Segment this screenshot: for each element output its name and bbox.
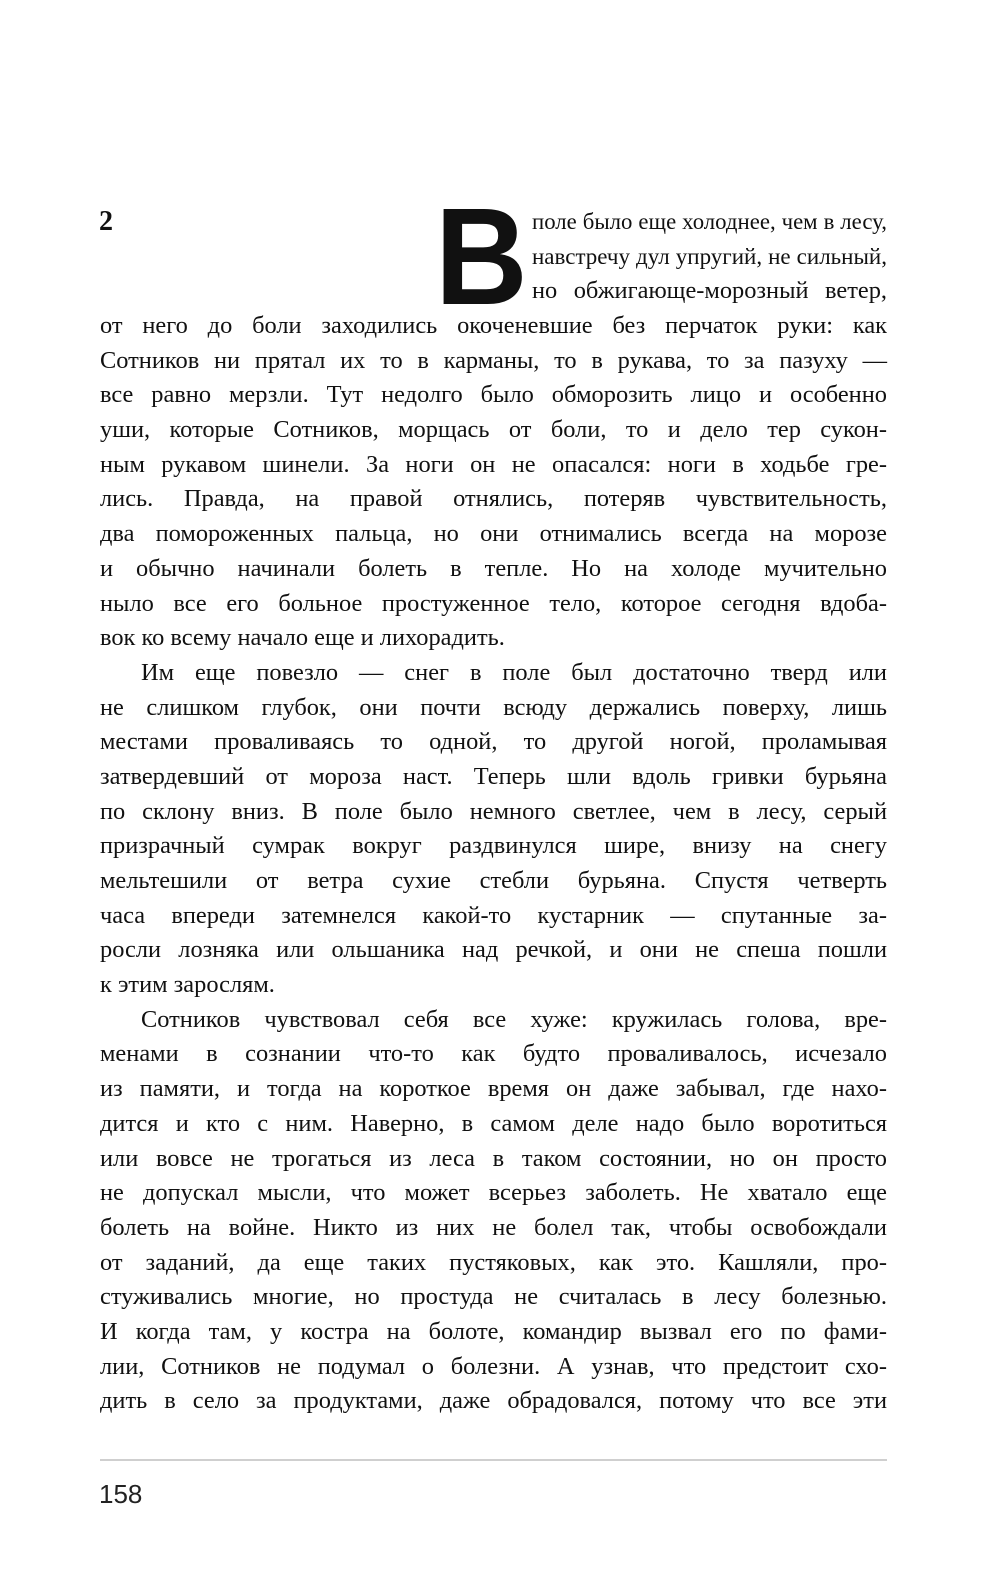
text-line: болеть на войне. Никто из них не болел так, чтобы освобождали <box>100 1213 887 1241</box>
text-line: Им еще повезло — снег в поле был достаточно тверд или <box>141 658 887 686</box>
text-line: или вовсе не трогаться из леса в таком состоянии, но он просто <box>100 1144 887 1172</box>
text-line: ным рукавом шинели. За ноги он не опасался: ноги в ходьбе гре- <box>100 450 887 478</box>
opening-line: поле было еще холоднее, чем в лесу, <box>532 209 887 234</box>
text-line: И когда там, у костра на болоте, командир вызвал его по фами- <box>100 1317 887 1345</box>
text-line: мельтешили от ветра сухие стебли бурьяна. Спустя четверть <box>100 867 887 894</box>
text-line: от него до боли заходились окоченевшие без перчаток руки: как <box>100 312 887 339</box>
chapter-number: 2 <box>99 206 113 237</box>
opening-line: но обжигающе-морозный ветер, <box>532 277 887 305</box>
text-line: дить в село за продуктами, даже обрадовался, потому что все эти <box>100 1387 887 1415</box>
paragraph <box>100 309 887 656</box>
text-line: и обычно начинали болеть в тепле. Но на холоде мучительно <box>100 554 887 582</box>
text-line: вок ко всему начало еще и лихорадить. <box>100 624 505 652</box>
paragraph <box>100 1003 887 1419</box>
text-line: не слишком глубок, они почти всюду держались поверху, лишь <box>100 693 887 721</box>
text-line: не допускал мысли, что может всерьез заболеть. Не хватало еще <box>100 1179 887 1207</box>
paragraphs <box>100 309 887 1419</box>
text-line: уши, которые Сотников, морщась от боли, то и дело тер сукон- <box>100 416 887 444</box>
text-line: лись. Правда, на правой отнялись, потеряв чувствительность, <box>100 485 887 513</box>
text-line: затвердевший от мороза наст. Теперь шли вдоль гривки бурьяна <box>100 762 887 790</box>
footer-rule <box>100 1459 887 1461</box>
text-line: призрачный сумрак вокруг раздвинулся шире, внизу на снегу <box>100 832 887 860</box>
text-line: ныло все его больное простуженное тело, которое сегодня вдоба- <box>100 589 887 617</box>
text-line: росли лозняка или ольшаника над речкой, и они не спеша пошли <box>100 936 887 964</box>
paragraph <box>100 656 887 1003</box>
text-line: от заданий, да еще таких пустяковых, как это. Кашляли, про- <box>100 1248 887 1276</box>
opening-line: навстречу дул упругий, не сильный, <box>532 243 887 269</box>
text-line: менами в сознании что-то как будто проваливалось, исчезало <box>100 1040 887 1068</box>
text-line: по склону вниз. В поле было немного светлее, чем в лесу, серый <box>100 797 887 825</box>
text-line: Сотников ни прятал их то в карманы, то в рукава, то за пазуху — <box>100 346 887 374</box>
text-line: к этим зарослям. <box>100 971 275 999</box>
text-line: из памяти, и тогда на короткое время он даже забывал, где нахо- <box>100 1075 887 1103</box>
text-line: дится и кто с ним. Наверно, в самом деле надо было воротиться <box>100 1109 887 1137</box>
page-number: 158 <box>99 1479 143 1509</box>
opening-block <box>435 180 887 334</box>
text-line: два помороженных пальца, но они отнимались всегда на морозе <box>100 520 887 548</box>
text-line: часа впереди затемнелся какой-то кустарник — спутанные за- <box>100 901 887 929</box>
text-line: местами проваливаясь то одной, то другой ногой, проламывая <box>100 728 887 756</box>
text-line: стуживались многие, но простуда не считалась в лесу болезнью. <box>100 1283 887 1311</box>
text-line: лии, Сотников не подумал о болезни. А узнав, что предстоит схо- <box>100 1352 887 1380</box>
text-line: Сотников чувствовал себя все хуже: кружилась голова, вре- <box>141 1005 887 1033</box>
drop-cap: В <box>435 180 528 334</box>
text-line: все равно мерзли. Тут недолго было обморозить лицо и особенно <box>100 381 887 409</box>
